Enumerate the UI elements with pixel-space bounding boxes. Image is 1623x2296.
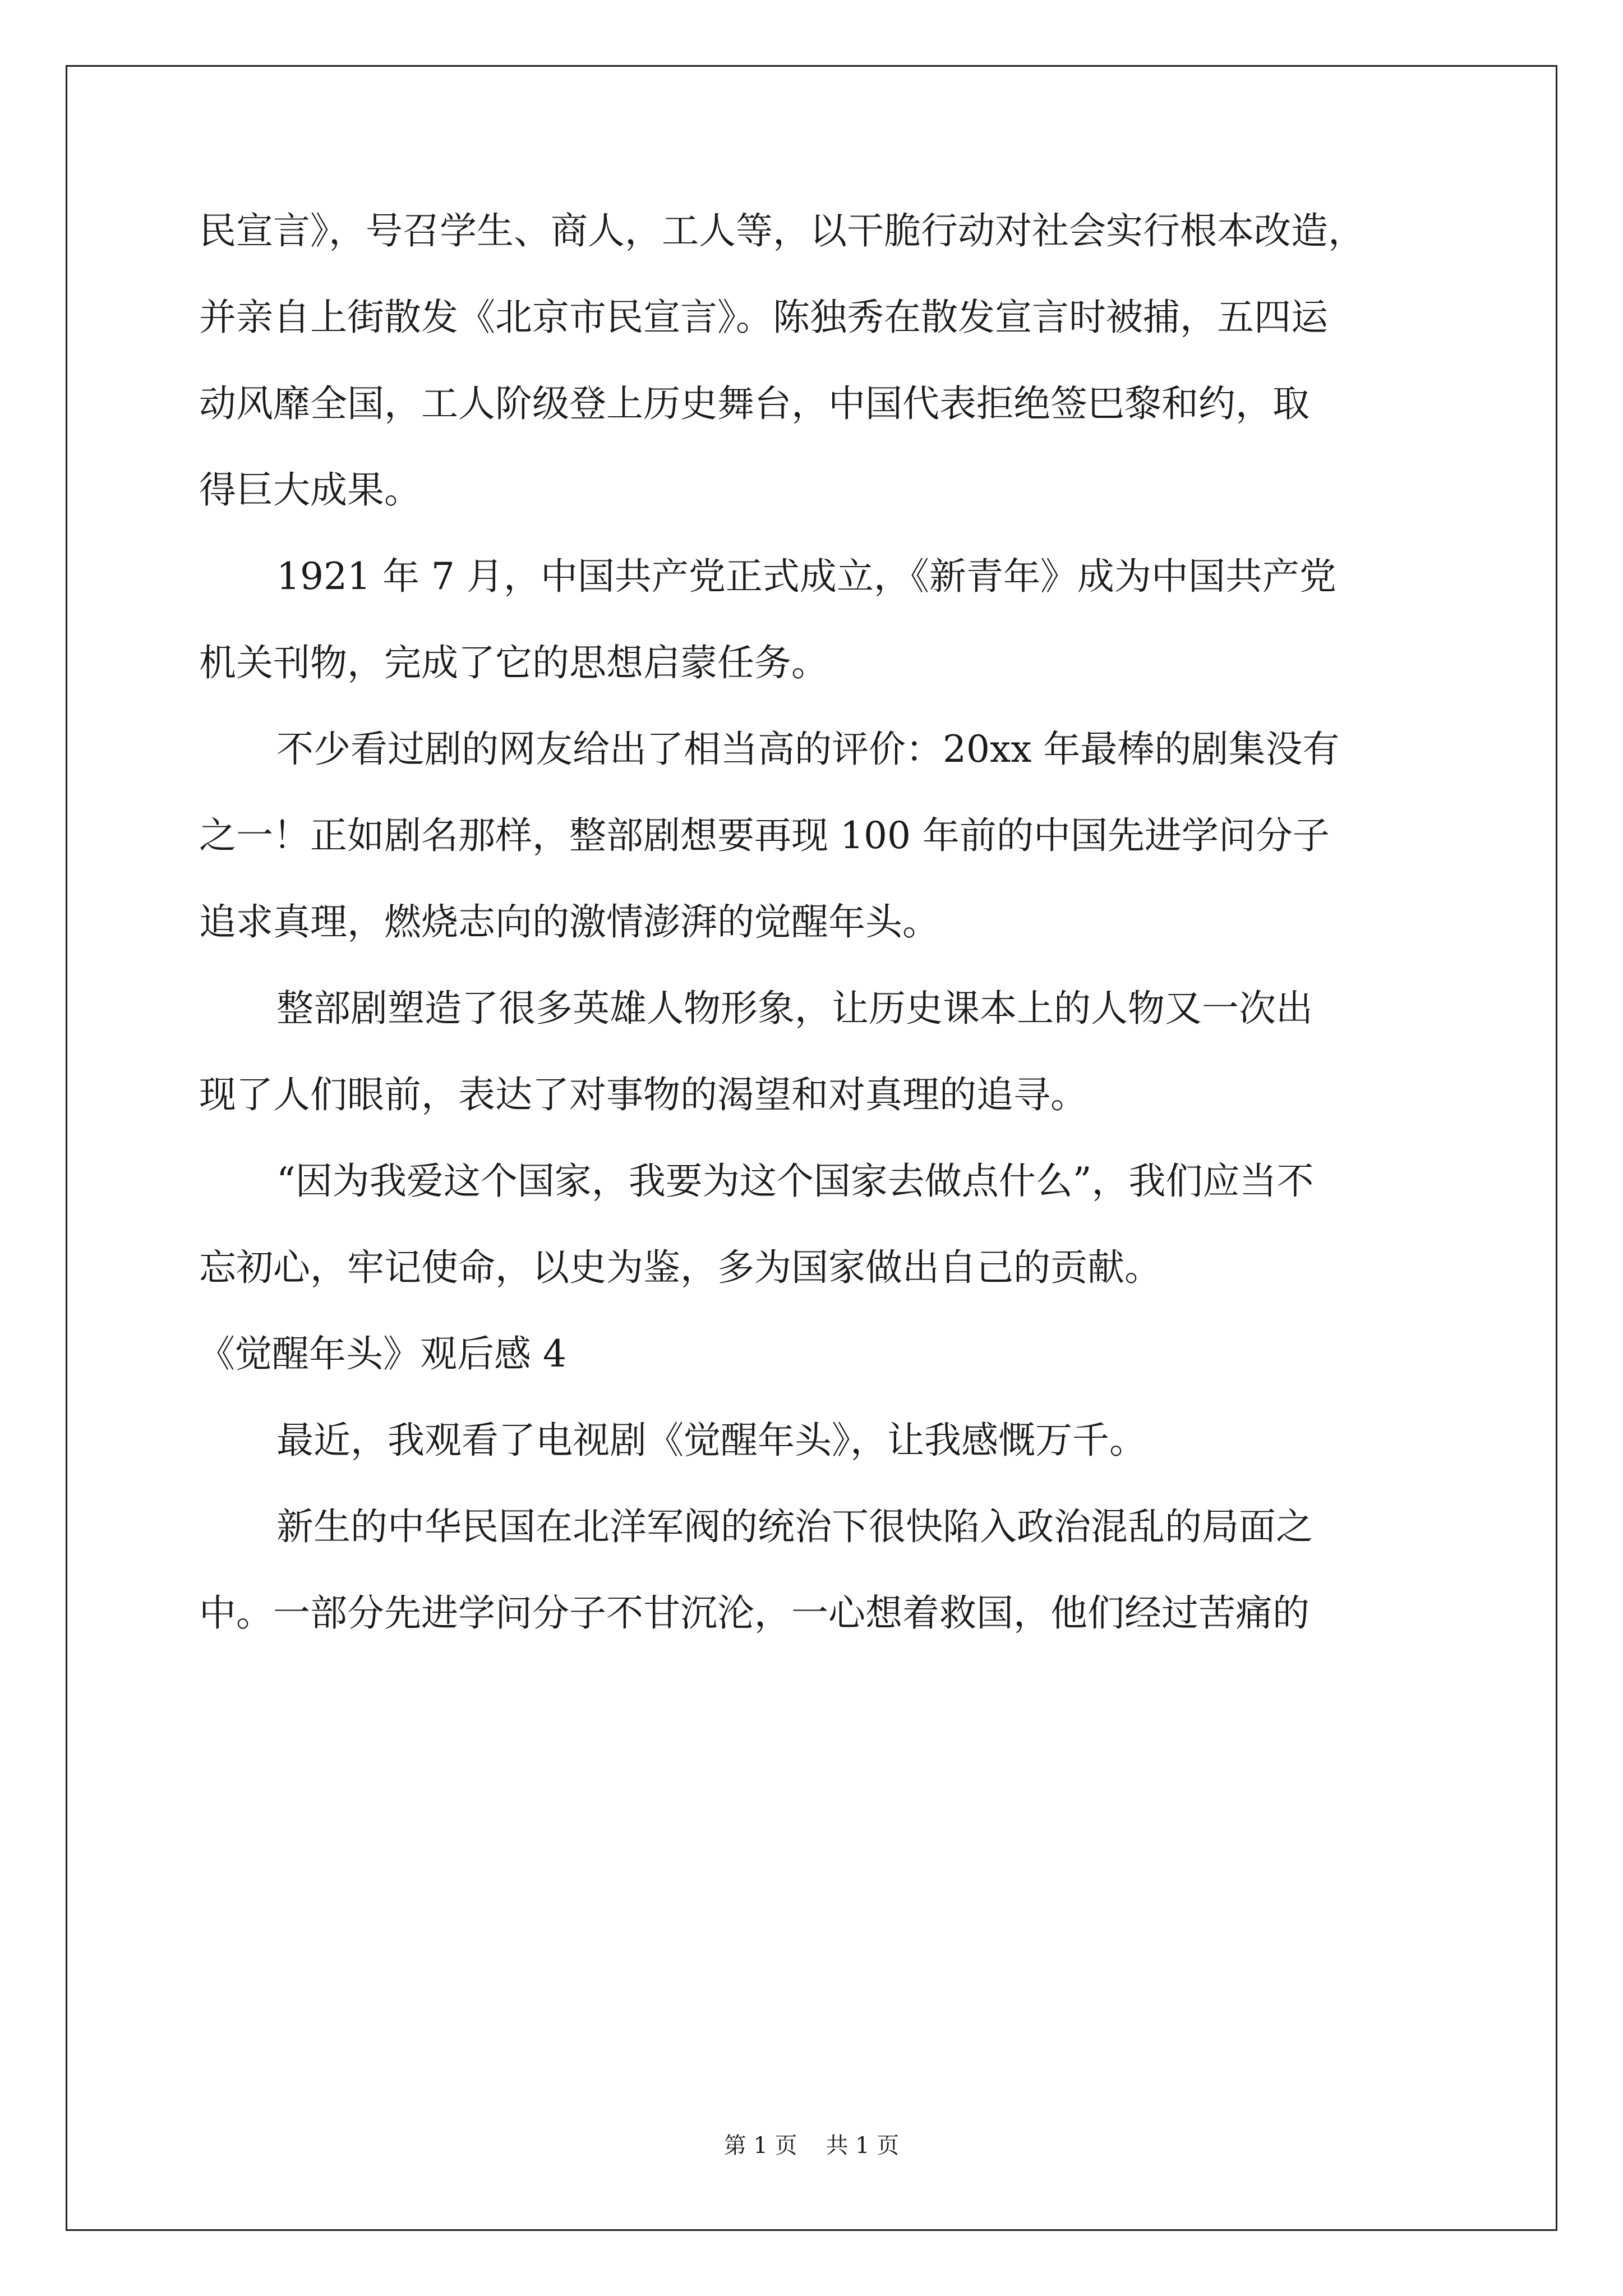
body-line: 机关刊物，完成了它的思想启蒙任务。	[199, 641, 828, 684]
body-line: 之一！正如剧名那样，整部剧想要再现 100 年前的中国先进学问分子	[199, 814, 1330, 857]
paragraph-start-line: 不少看过剧的网友给出了相当高的评价：20xx 年最棒的剧集没有	[276, 728, 1340, 771]
paragraph-start-line: 整部剧塑造了很多英雄人物形象，让历史课本上的人物又一次出	[276, 987, 1313, 1030]
section-heading: 《觉醒年头》观后感 4	[198, 1332, 566, 1375]
body-line: 忘初心，牢记使命，以史为鉴，多为国家做出自己的贡献。	[199, 1246, 1161, 1289]
body-line: 民宣言》，号召学生、商人，工人等，以干脆行动对社会实行根本改造，	[199, 209, 1365, 252]
paragraph-start-line: “因为我爱这个国家，我要为这个国家去做点什么”，我们应当不	[276, 1159, 1314, 1203]
body-line: 追求真理，燃烧志向的激情澎湃的觉醒年头。	[199, 900, 939, 944]
body-line: 现了人们眼前，表达了对事物的渴望和对真理的追寻。	[199, 1073, 1087, 1116]
body-line: 动风靡全国，工人阶级登上历史舞台，中国代表拒绝签巴黎和约，取	[199, 382, 1310, 425]
body-line: 得巨大成果。	[199, 468, 421, 512]
paragraph-start-line: 1921 年 7 月，中国共产党正式成立，《新青年》成为中国共产党	[276, 555, 1336, 598]
paragraph-start-line: 新生的中华民国在北洋军阀的统治下很快陷入政治混乱的局面之	[276, 1505, 1313, 1548]
body-line: 并亲自上街散发《北京市民宣言》。陈独秀在散发宣言时被捕，五四运	[199, 296, 1328, 339]
body-line: 中。一部分先进学问分子不甘沉沦，一心想着救国，他们经过苦痛的	[199, 1591, 1310, 1635]
paragraph-start-line: 最近，我观看了电视剧《觉醒年头》，让我感慨万千。	[276, 1419, 1146, 1462]
page-footer: 第 1 页 共 1 页	[723, 2133, 900, 2159]
